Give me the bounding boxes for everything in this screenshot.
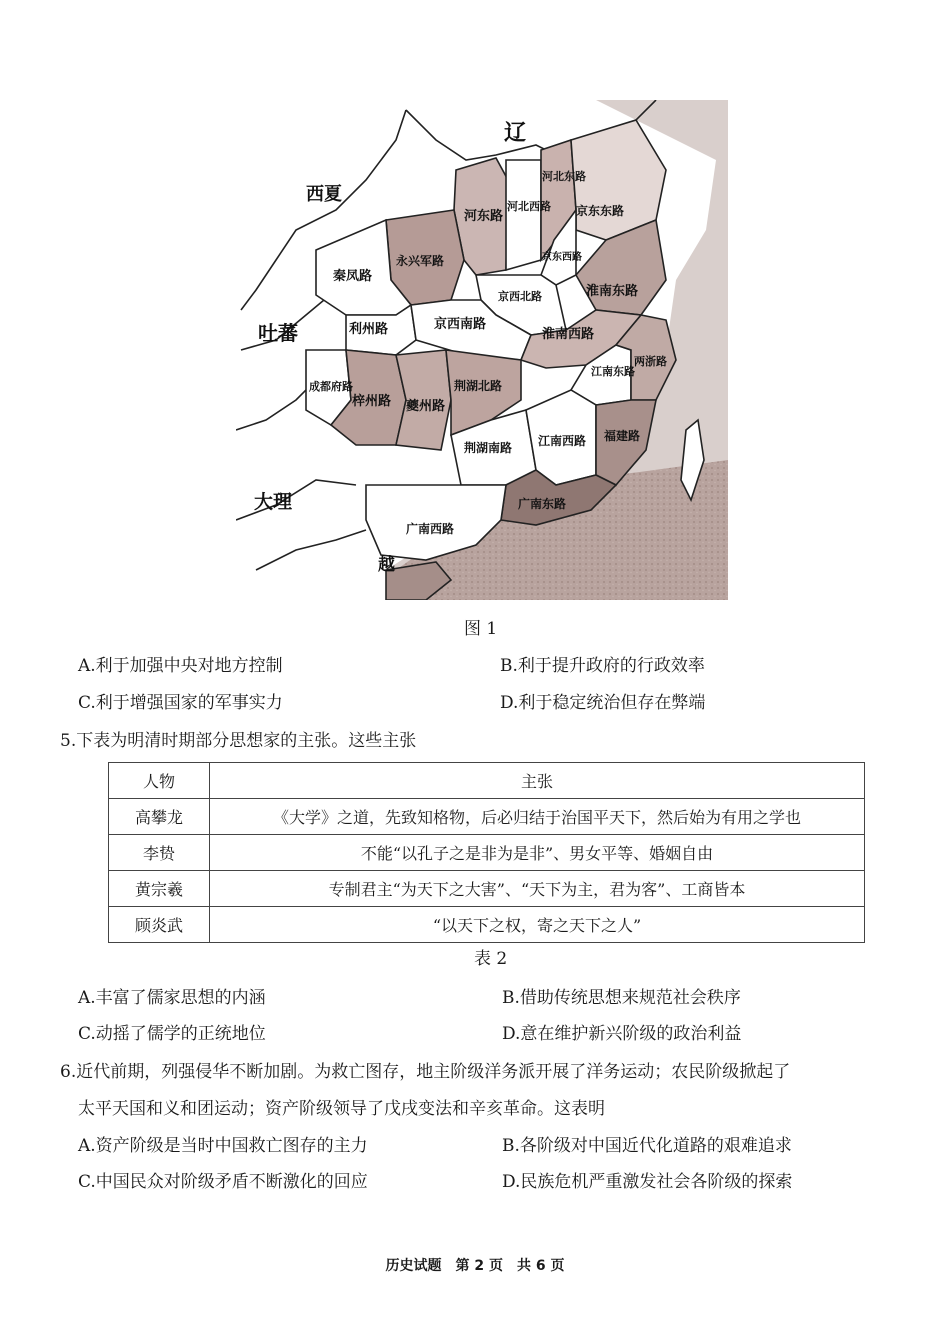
q6-option-b[interactable]: B.各阶级对中国近代化道路的艰难追求 [502,1136,792,1156]
label-jinghu-nan: 荆湖南路 [464,441,513,455]
label-hedong: 河东路 [464,209,504,224]
q6-option-c[interactable]: C.中国民众对阶级矛盾不断激化的回应 [78,1172,368,1192]
label-jingdong-xi: 京东西路 [542,252,582,263]
row-view: 《大学》之道，先致知格物，后必归结于治国平天下，然后始为有用之学也 [210,799,865,835]
row-view: “以天下之权，寄之天下之人” [210,907,865,943]
row-person: 顾炎武 [109,907,210,943]
q5-stem: 5.下表为明清时期部分思想家的主张。这些主张 [60,731,417,751]
label-huainan-dong: 淮南东路 [586,284,639,299]
q6-option-d[interactable]: D.民族危机严重激发社会各阶级的探索 [502,1172,793,1192]
header-person: 人物 [109,763,210,799]
label-kuizhou: 夔州路 [406,399,446,414]
label-yongxingjun: 永兴军路 [396,254,445,268]
label-jiangnan-xi: 江南西路 [538,434,587,448]
label-chengdu: 成都府路 [309,380,353,393]
label-zizhou: 梓州路 [352,394,392,409]
table-row [109,835,865,871]
table-row [109,799,865,835]
thinkers-table [108,762,865,943]
label-lizhou: 利州路 [349,322,389,337]
table-header-row [109,763,865,799]
label-tubo: 吐蕃 [258,321,298,345]
q4-option-d[interactable]: D.利于稳定统治但存在弊端 [500,693,706,713]
row-view: 专制君主“为天下之大害”、“天下为主，君为客”、工商皆本 [210,871,865,907]
label-yue: 越 [378,555,395,575]
q4-option-b[interactable]: B.利于提升政府的行政效率 [500,656,705,676]
q6-stem-line1: 6.近代前期，列强侵华不断加剧。为救亡图存，地主阶级洋务派开展了洋务运动；农民阶级掀起了 [60,1062,791,1082]
label-jingxi-bei: 京西北路 [498,290,542,303]
q5-option-a[interactable]: A.丰富了儒家思想的内涵 [78,988,266,1008]
label-jinghu-bei: 荆湖北路 [454,379,503,393]
label-jiangnan-dong: 江南东路 [591,365,635,378]
label-jingxi-nan: 京西南路 [434,317,487,332]
q4-option-c[interactable]: C.利于增强国家的军事实力 [78,693,283,713]
label-liangzhe: 两浙路 [634,355,667,368]
header-view: 主张 [210,763,865,799]
label-dali: 大理 [254,491,293,513]
label-qinfeng: 秦凤路 [333,269,373,284]
label-jingdong-dong: 京东东路 [576,204,625,218]
table-row [109,871,865,907]
label-guangnan-dong: 广南东路 [518,497,567,511]
region-hebei-xi [506,160,541,270]
q5-option-b[interactable]: B.借助传统思想来规范社会秩序 [502,988,741,1008]
label-hebei-xi: 河北西路 [507,200,551,213]
q5-option-d[interactable]: D.意在维护新兴阶级的政治利益 [502,1024,742,1044]
table-caption: 表 2 [474,949,508,969]
q6-stem-line2: 太平天国和义和团运动；资产阶级领导了戊戌变法和辛亥革命。这表明 [78,1099,605,1119]
row-person: 黄宗羲 [109,871,210,907]
label-guangnan-xi: 广南西路 [406,522,455,536]
row-person: 高攀龙 [109,799,210,835]
q5-option-c[interactable]: C.动摇了儒学的正统地位 [78,1024,266,1044]
label-huainan-xi: 淮南西路 [542,327,595,342]
row-person: 李贽 [109,835,210,871]
figure-caption: 图 1 [464,619,498,639]
label-hebei-dong: 河北东路 [542,170,586,183]
label-fujian: 福建路 [604,429,641,443]
map-svg [236,100,728,600]
page-footer: 历史试题 第 2 页 共 6 页 [385,1258,565,1274]
song-dynasty-map [236,100,728,600]
q4-option-a[interactable]: A.利于加强中央对地方控制 [78,656,283,676]
row-view: 不能“以孔子之是非为是非”、男女平等、婚姻自由 [210,835,865,871]
label-xixia: 西夏 [306,184,342,205]
q6-option-a[interactable]: A.资产阶级是当时中国救亡图存的主力 [78,1136,368,1156]
label-liao: 辽 [504,121,527,146]
table-row [109,907,865,943]
